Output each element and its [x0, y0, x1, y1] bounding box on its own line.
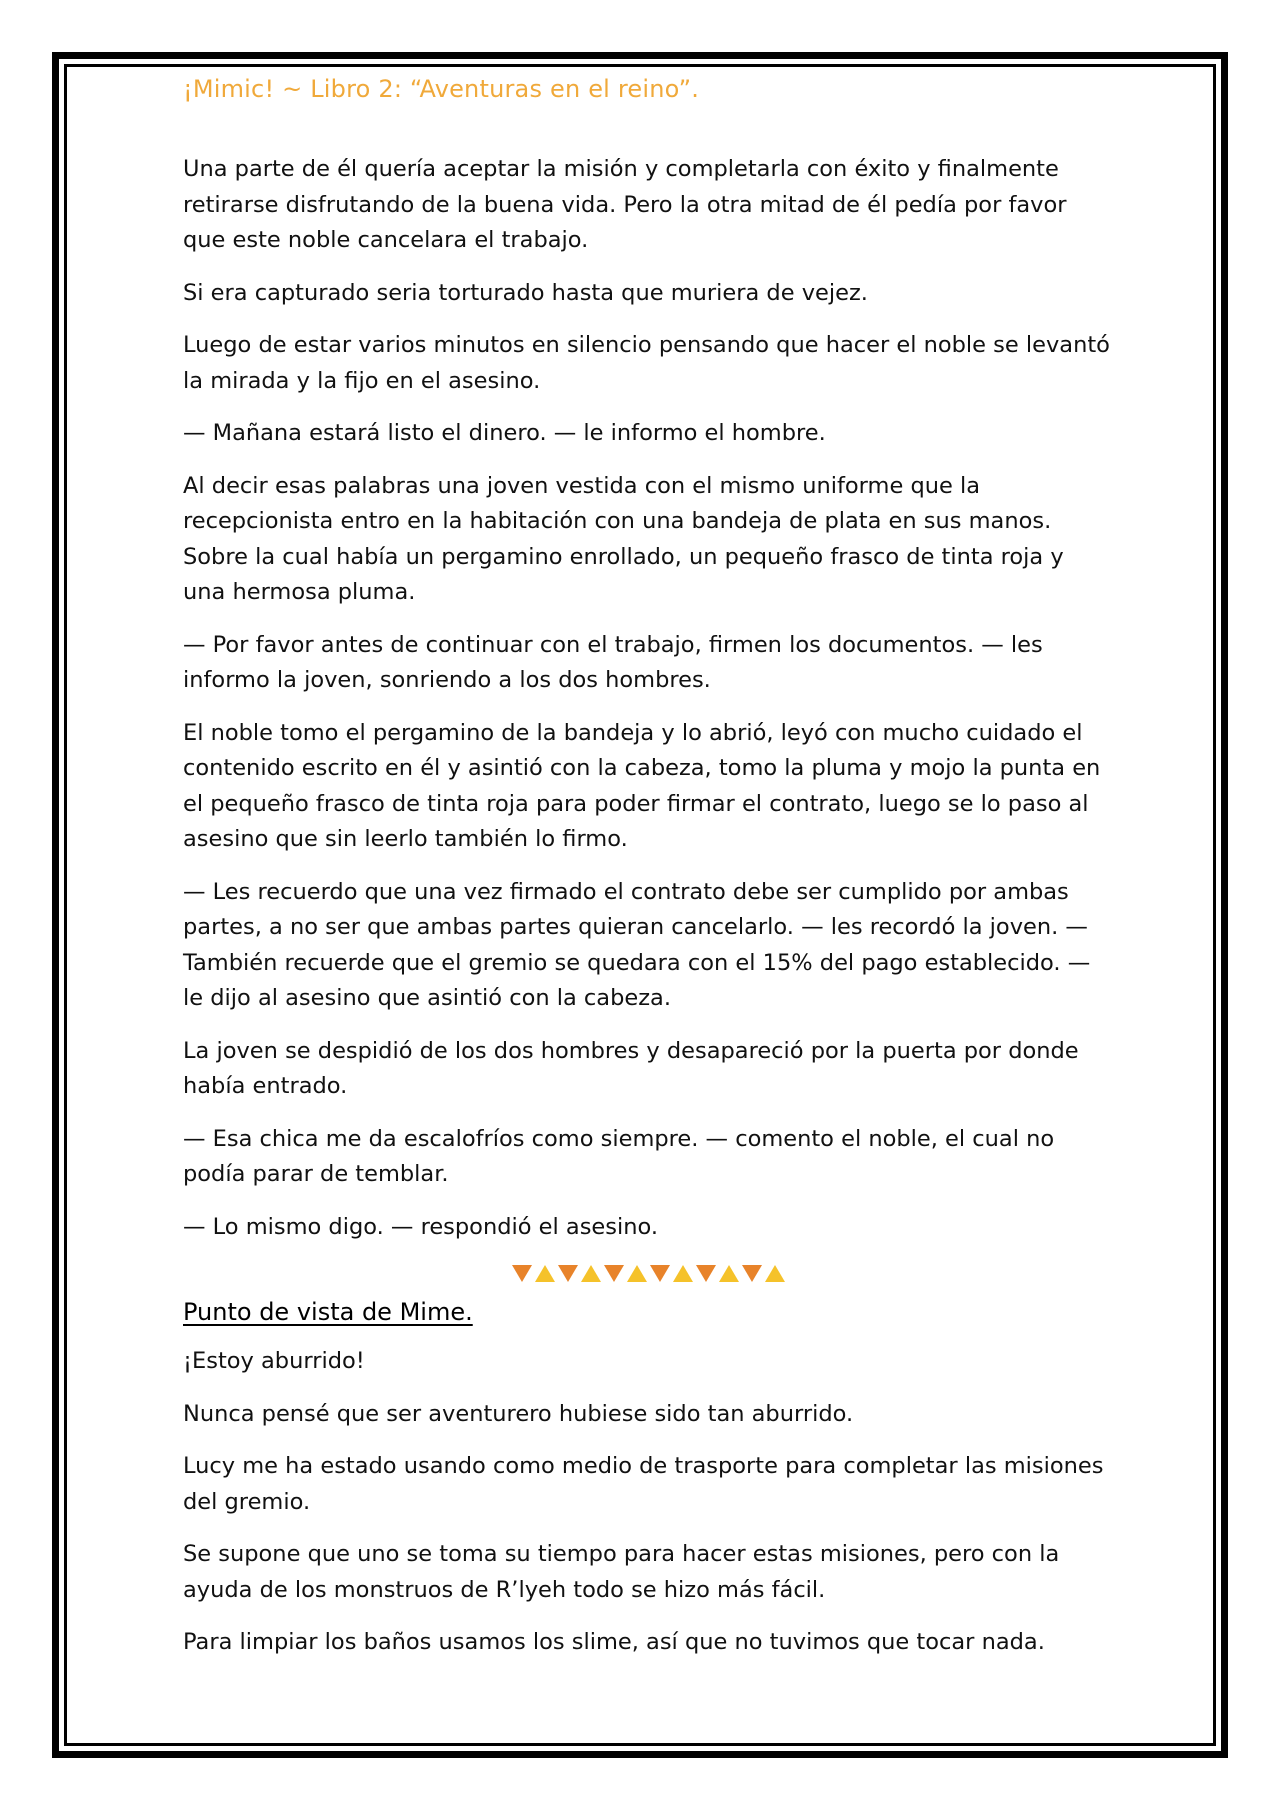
page-body [183, 152, 1113, 1678]
paragraph: Se supone que uno se toma su tiempo para hacer estas misiones, pero con la ayuda de los monstruos de R’lyeh todo se hizo más fácil. [183, 1541, 1060, 1603]
triangle-up-icon [765, 1265, 785, 1282]
paragraph: — Lo mismo digo. — respondió el asesino. [183, 1213, 659, 1240]
paragraph: Luego de estar varios minutos en silencio pensando que hacer el noble se levantó la mirada y la fijo en el asesino. [183, 332, 1110, 394]
triangle-down-icon [512, 1265, 532, 1282]
triangle-up-icon [581, 1265, 601, 1282]
paragraph: Si era capturado seria torturado hasta que muriera de vejez. [183, 279, 868, 306]
scene-separator [183, 1262, 1113, 1284]
section-heading: Punto de vista de Mime. [183, 1298, 473, 1326]
book-header-title: ¡Mimic! ~ Libro 2: “Aventuras en el reino”. [183, 75, 700, 103]
triangle-down-icon [696, 1265, 716, 1282]
triangle-up-icon [535, 1265, 555, 1282]
paragraph: — Por favor antes de continuar con el trabajo, firmen los documentos. — les informo la joven, sonriendo a los dos hombres. [183, 631, 1043, 693]
paragraph: Al decir esas palabras una joven vestida con el mismo uniforme que la recepcionista entro en la habitación con una bandeja de plata en sus manos. Sobre la cual había un pergamino enrollado, un pequeño frasco de tinta roja y una hermosa pluma. [183, 472, 1064, 605]
paragraph: — Esa chica me da escalofríos como siempre. — comento el noble, el cual no podía parar de temblar. [183, 1125, 1055, 1187]
paragraph: El noble tomo el pergamino de la bandeja y lo abrió, leyó con mucho cuidado el contenido escrito en él y asintió con la cabeza, tomo la pluma y mojo la punta en el pequeño frasco de tinta roja para poder firmar el contrato, luego se lo paso al asesino que sin leerlo también lo firmo. [183, 719, 1101, 852]
triangle-up-icon [719, 1265, 739, 1282]
triangle-down-icon [558, 1265, 578, 1282]
triangle-down-icon [650, 1265, 670, 1282]
paragraph: Una parte de él quería aceptar la misión y completarla con éxito y finalmente retirarse disfrutando de la buena vida. Pero la otra mitad de él pedía por favor que este noble cancelara el trabajo. [183, 156, 1067, 253]
paragraph: — Mañana estará listo el dinero. — le informo el hombre. [183, 420, 826, 446]
paragraph: Nunca pensé que ser aventurero hubiese sido tan aburrido. [183, 1400, 854, 1427]
paragraph: Lucy me ha estado usando como medio de trasporte para completar las misiones del gremio. [183, 1453, 1104, 1515]
triangle-down-icon [742, 1265, 762, 1282]
paragraph: Para limpiar los baños usamos los slime, así que no tuvimos que tocar nada. [183, 1629, 1045, 1655]
triangle-up-icon [673, 1265, 693, 1282]
paragraph: ¡Estoy aburrido! [183, 1348, 365, 1374]
triangle-up-icon [627, 1265, 647, 1282]
triangle-down-icon [604, 1265, 624, 1282]
paragraph: — Les recuerdo que una vez firmado el contrato debe ser cumplido por ambas partes, a no ser que ambas partes quieran cancelarlo. — les recordó la joven. — También recuerde que el gremio se quedara con el 15% del pago establecido. — le dijo al asesino que asintió con la cabeza. [183, 878, 1091, 1011]
paragraph: La joven se despidió de los dos hombres y desapareció por la puerta por donde había entrado. [183, 1037, 1079, 1099]
